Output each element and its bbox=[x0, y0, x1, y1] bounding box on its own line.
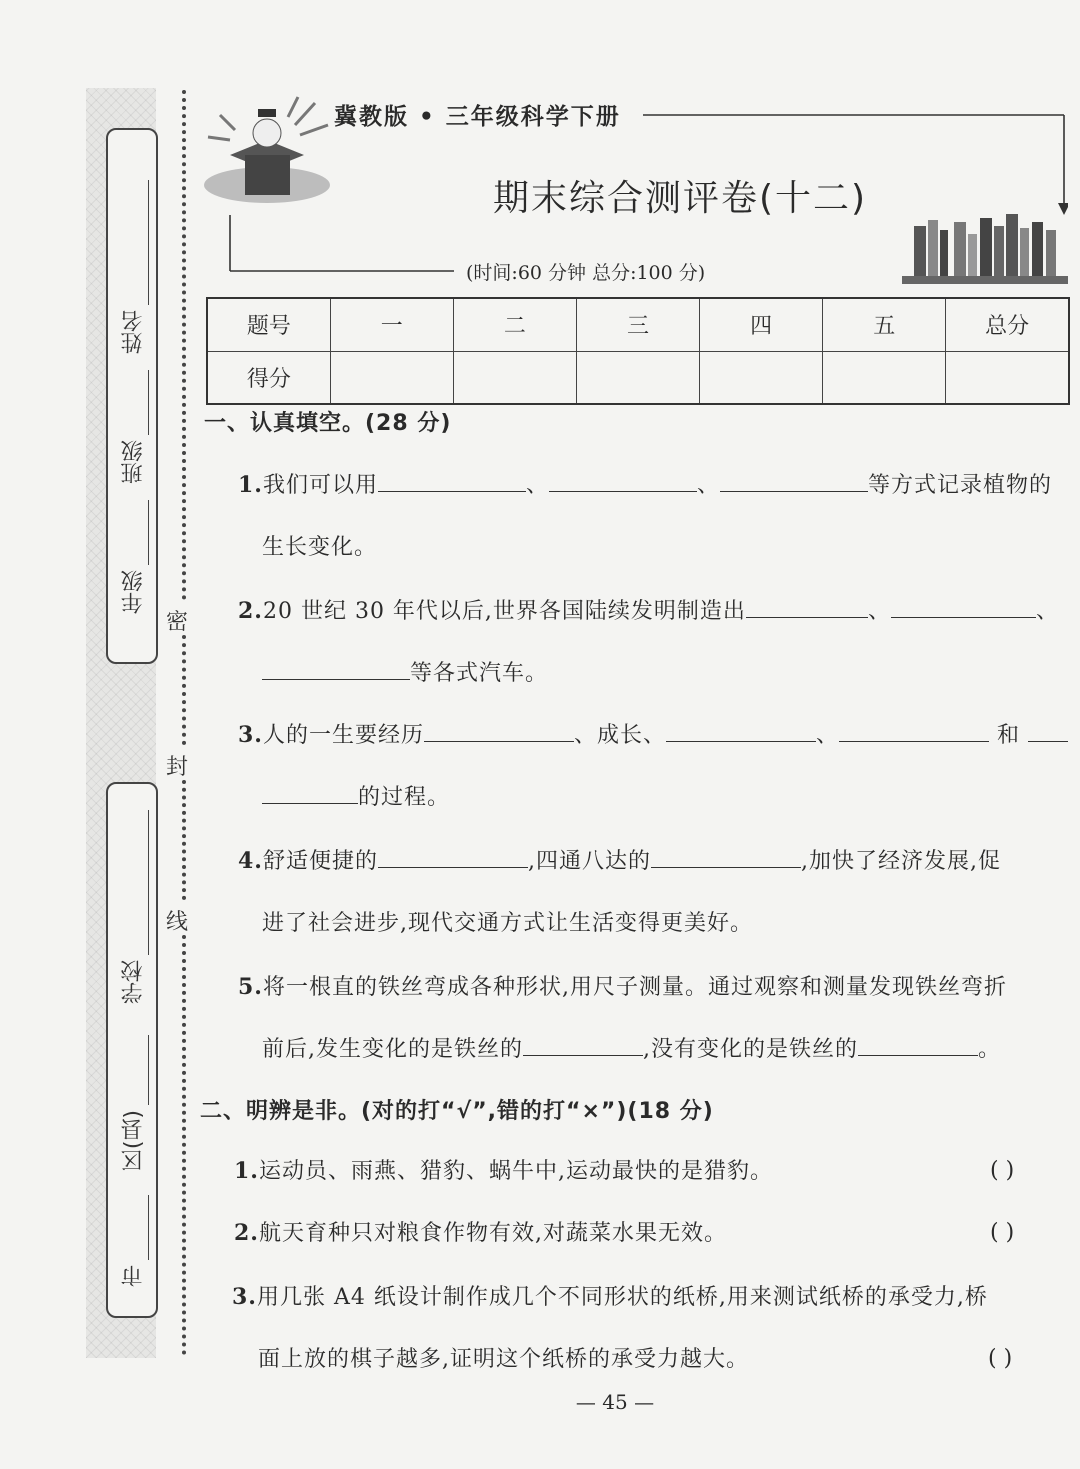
q2-line1: 2.20 世纪 30 年代以后,世界各国陆续发明制造出 、 、 bbox=[238, 598, 1059, 624]
score-input-cell[interactable] bbox=[330, 351, 453, 404]
answer-blank[interactable] bbox=[891, 599, 1036, 618]
score-input-cell[interactable] bbox=[576, 351, 699, 404]
seal-char-feng: 封 bbox=[166, 755, 189, 780]
score-input-cell[interactable] bbox=[700, 351, 823, 404]
answer-blank[interactable] bbox=[720, 473, 868, 492]
table-row bbox=[207, 298, 1069, 351]
seal-dotted-line bbox=[182, 780, 186, 900]
label-class: 班级 bbox=[121, 440, 146, 484]
answer-blank[interactable] bbox=[839, 723, 989, 742]
q2-line2: 等各式汽车。 bbox=[262, 656, 548, 687]
q5-line1: 5.将一根直的铁丝弯成各种形状,用尺子测量。通过观察和测量发现铁丝弯折 bbox=[238, 974, 1007, 1000]
answer-blank[interactable] bbox=[378, 473, 526, 492]
answer-blank[interactable] bbox=[666, 723, 816, 742]
table-cell: 五 bbox=[823, 298, 946, 351]
answer-blank[interactable] bbox=[262, 661, 410, 680]
score-input-cell[interactable] bbox=[946, 351, 1069, 404]
q4-line1: 4.舒适便捷的 ,四通八达的 ,加快了经济发展,促 bbox=[238, 848, 1001, 874]
page-number: — 45 — bbox=[575, 1390, 655, 1414]
answer-blank[interactable] bbox=[651, 849, 801, 868]
exam-meta: (时间:60 分钟 总分:100 分) bbox=[466, 262, 706, 284]
table-row bbox=[207, 351, 1069, 404]
exam-title: 期末综合测评卷(十二) bbox=[492, 178, 868, 219]
section1-heading: 一、认真填空。(28 分) bbox=[204, 411, 452, 436]
score-input-cell[interactable] bbox=[453, 351, 576, 404]
s2-q2: 2.航天育种只对粮食作物有效,对蔬菜水果无效。 bbox=[234, 1220, 727, 1246]
seal-dotted-line bbox=[182, 635, 186, 745]
answer-blank[interactable] bbox=[549, 473, 697, 492]
q5-line2: 前后,发生变化的是铁丝的 ,没有变化的是铁丝的 。 bbox=[262, 1037, 1002, 1062]
s2-q3-line1: 3.用几张 A4 纸设计制作成几个不同形状的纸桥,用来测试纸桥的承受力,桥 bbox=[232, 1284, 988, 1310]
label-city: 市 bbox=[121, 1265, 146, 1287]
answer-parentheses[interactable]: ( ) bbox=[990, 1158, 1015, 1183]
district-blank bbox=[148, 1035, 149, 1105]
grade-blank bbox=[148, 500, 149, 565]
seal-dotted-line bbox=[182, 935, 186, 1355]
school-blank bbox=[148, 810, 149, 955]
answer-parentheses[interactable]: ( ) bbox=[988, 1346, 1013, 1371]
seal-char-xian: 线 bbox=[166, 910, 189, 935]
bookshelf-illustration bbox=[898, 212, 1072, 286]
answer-blank[interactable] bbox=[262, 785, 358, 804]
seal-dotted-line bbox=[182, 90, 186, 600]
edition-label: 冀教版 • 三年级科学下册 bbox=[334, 104, 621, 130]
answer-blank[interactable] bbox=[1028, 723, 1068, 742]
table-cell: 得分 bbox=[207, 351, 330, 404]
table-cell: 一 bbox=[330, 298, 453, 351]
section2-heading: 二、明辨是非。(对的打“√”,错的打“×”)(18 分) bbox=[200, 1099, 714, 1124]
answer-blank[interactable] bbox=[523, 1037, 643, 1056]
table-cell: 总分 bbox=[946, 298, 1069, 351]
score-input-cell[interactable] bbox=[823, 351, 946, 404]
table-cell: 二 bbox=[453, 298, 576, 351]
table-cell: 四 bbox=[700, 298, 823, 351]
answer-blank[interactable] bbox=[858, 1037, 978, 1056]
answer-blank[interactable] bbox=[378, 849, 528, 868]
q3-line2: 的过程。 bbox=[262, 780, 450, 811]
s2-q1: 1.运动员、雨燕、猎豹、蜗牛中,运动最快的是猎豹。 bbox=[234, 1158, 773, 1184]
table-cell: 三 bbox=[576, 298, 699, 351]
q1-line1: 1.我们可以用 、 、 等方式记录植物的 bbox=[238, 472, 1053, 498]
school-info-box bbox=[106, 782, 158, 1318]
class-blank bbox=[148, 370, 149, 435]
answer-blank[interactable] bbox=[746, 599, 868, 618]
label-name: 姓名 bbox=[121, 310, 146, 354]
answer-blank[interactable] bbox=[424, 723, 574, 742]
s2-q3-line2: 面上放的棋子越多,证明这个纸桥的承受力越大。 bbox=[258, 1347, 749, 1372]
city-blank bbox=[148, 1195, 149, 1260]
label-grade: 年级 bbox=[121, 570, 146, 614]
label-school: 学校 bbox=[121, 960, 146, 1004]
score-table bbox=[206, 297, 1070, 405]
seal-char-mi: 密 bbox=[166, 610, 189, 635]
q3-line1: 3.人的一生要经历 、成长、 、 和 bbox=[238, 718, 1068, 749]
table-cell: 题号 bbox=[207, 298, 330, 351]
answer-parentheses[interactable]: ( ) bbox=[990, 1220, 1015, 1245]
label-district: 区(县) bbox=[121, 1110, 146, 1172]
q4-line2: 进了社会进步,现代交通方式让生活变得更美好。 bbox=[262, 911, 753, 936]
q1-line2: 生长变化。 bbox=[262, 535, 378, 560]
